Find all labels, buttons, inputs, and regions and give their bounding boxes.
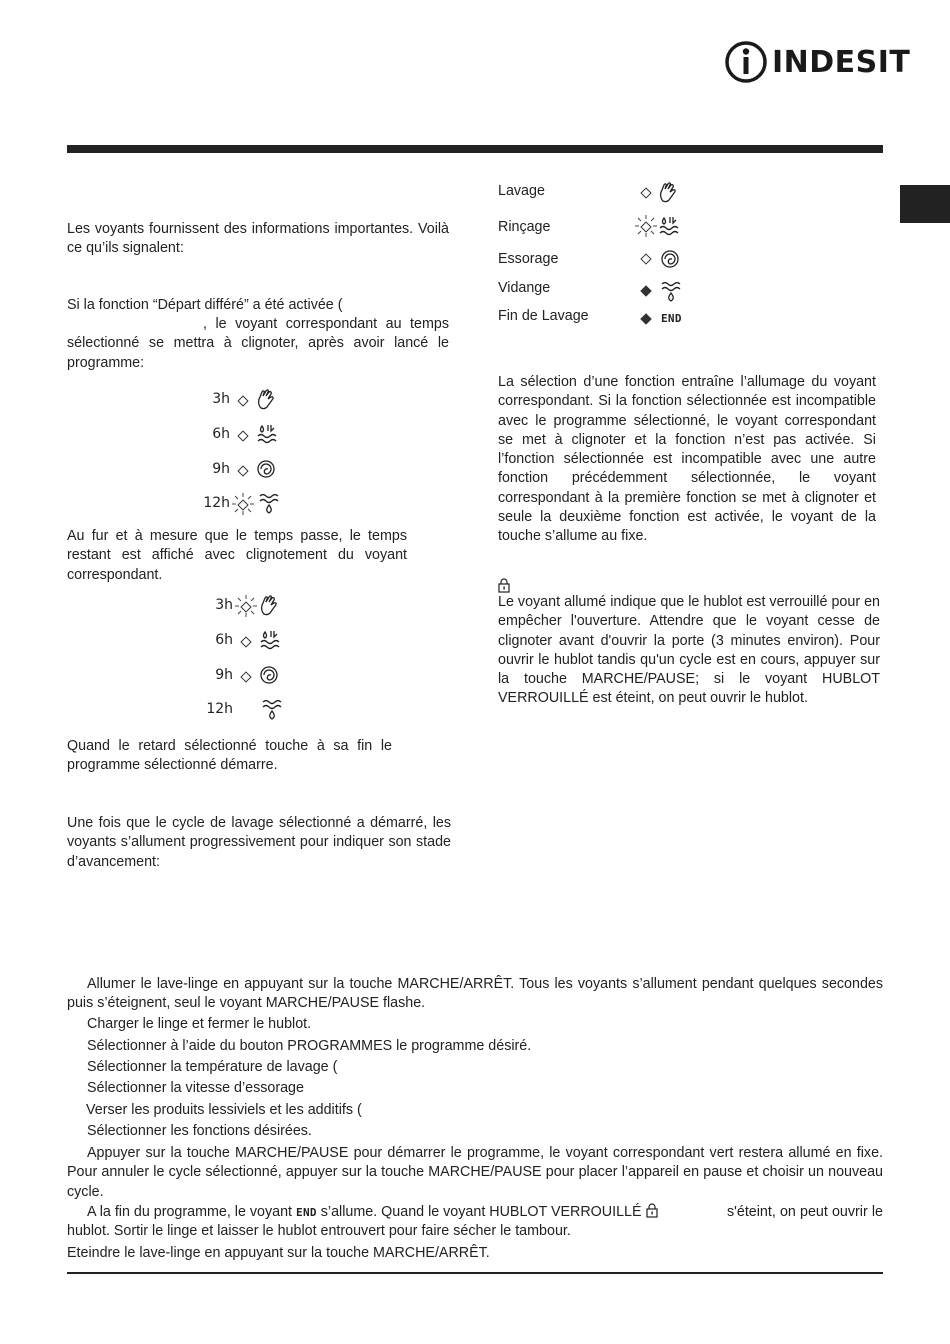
indicator-diamond-icon — [237, 465, 248, 476]
indicator-diamond-icon — [237, 395, 248, 406]
indicator-diamond-icon — [640, 313, 651, 324]
indicator-diamond-icon — [240, 636, 251, 647]
delay-time-label: 12h — [206, 701, 233, 717]
spin-icon — [259, 665, 279, 685]
indicator-diamond-icon — [240, 671, 251, 682]
step-9-text-a: A la fin du programme, le voyant — [87, 1204, 293, 1220]
top-rule — [67, 145, 883, 153]
step-3: Sélectionner à l’aide du bouton PROGRAMMES le programme désiré. — [87, 1038, 532, 1054]
wash-hand-icon — [259, 594, 279, 616]
rinse-icon — [256, 423, 278, 445]
lock-text: Le voyant allumé indique que le hublot est verrouillé pour en empêcher l'ouverture. Attendre que le voyant cesse de clignoter avant d'ouvrir la porte (3 minutes environ). Pour ouvrir le hublot tandis qu'un cycle est en cours, appuyer sur la touche MARCHE/PAUSE; si le voyant HUBLOT VERROUILLÉ est éteint, on peut ouvrir le hublot. — [498, 594, 880, 707]
wash-hand-icon — [658, 181, 678, 203]
step-1: Allumer le lave-linge en appuyant sur la touche MARCHE/ARRÊT. Tous les voyants s’allument pendant quelques secondes puis s’éteignent, seul le voyant MARCHE/PAUSE flashe. — [67, 976, 883, 1012]
delay-row-9h — [203, 664, 293, 690]
delay-text-line2: , le voyant correspondant au temps sélectionné se mettra à clignoter, après avoir lancé le programme: — [67, 316, 449, 371]
indesit-logo-icon — [724, 40, 768, 84]
function-text: La sélection d’une fonction entraîne l’allumage du voyant correspondant. Si la fonction sélectionnée est incompatible avec le programme sélectionné, le voyant correspondant se met à clignoter et la fonction n’est pas activée. Si l’fonction sélectionnée est incompatible avec une autre fonction précédemment sélectionnée, le voyant correspondant à la première fonction se met à clignoter et seule la deuxième fonction est activée, le voyant de la touche s’allume au fixe. — [498, 374, 876, 545]
delay-row-12h — [200, 492, 290, 518]
step-8: Appuyer sur la touche MARCHE/PAUSE pour démarrer le programme, le voyant correspondant vert restera allumé en fixe. Pour annuler le cycle sélectionné, appuyer sur la touche MARCHE/PAUSE pour placer l’appareil en pause et choisir un nouveau cycle. — [67, 1145, 883, 1200]
spin-icon — [256, 459, 276, 479]
brand-name: INDESIT — [772, 45, 911, 80]
delay-text-line1: Si la fonction “Départ différé” a été activée ( — [67, 297, 343, 313]
drain-icon — [660, 280, 682, 304]
delay-time-label: 9h — [212, 461, 230, 477]
delay-row-9h — [200, 458, 290, 484]
progress-text: Au fur et à mesure que le temps passe, le temps restant est affiché avec clignotement du voyant correspondant. — [67, 528, 407, 583]
delay-row-12h — [203, 698, 293, 724]
cycle-progress-text: Une fois que le cycle de lavage sélectionné a démarré, les voyants s’allument progressivement pour indiquer son stade d’avancement: — [67, 815, 451, 870]
indicator-diamond-icon — [237, 430, 248, 441]
rinse-icon — [658, 215, 680, 237]
delay-time-label: 9h — [215, 667, 233, 683]
lock-icon — [498, 578, 510, 593]
delay-time-label: 6h — [215, 632, 233, 648]
end-delay-text: Quand le retard sélectionné touche à sa fin le programme sélectionné démarre. — [67, 738, 392, 774]
phase-label-rincage: Rinçage — [498, 219, 551, 235]
language-tab — [900, 185, 950, 223]
intro-text: Les voyants fournissent des informations importantes. Voilà ce qu’ils signalent: — [67, 221, 449, 257]
step-6: Verser les produits lessiviels et les additifs ( — [86, 1102, 362, 1118]
end-label: END — [296, 1206, 317, 1219]
bottom-rule — [67, 1272, 883, 1274]
delay-row-6h — [203, 629, 293, 655]
delay-time-label: 12h — [203, 495, 230, 511]
indicator-diamond-icon — [640, 253, 651, 264]
step-10: Eteindre le lave-linge en appuyant sur la touche MARCHE/ARRÊT. — [67, 1245, 490, 1261]
spin-icon — [660, 249, 680, 269]
delay-time-label: 3h — [215, 597, 233, 613]
step-7: Sélectionner les fonctions désirées. — [87, 1123, 312, 1139]
phase-label-lavage: Lavage — [498, 183, 545, 199]
indicator-diamond-icon — [640, 285, 651, 296]
delay-time-label: 6h — [212, 426, 230, 442]
step-5: Sélectionner la vitesse d’essorage — [87, 1080, 304, 1096]
drain-icon — [261, 698, 283, 722]
delay-row-3h — [203, 594, 293, 620]
delay-time-label: 3h — [212, 391, 230, 407]
step-9-text-c: s'éteint, on peut ouvrir le hublot. Sortir le linge et laisser le hublot entrouvert pour faire sécher le tambour. — [67, 1204, 883, 1240]
drain-icon — [258, 492, 280, 516]
step-9-text-b: s’allume. Quand le voyant HUBLOT VERROUILLÉ — [320, 1204, 642, 1220]
rinse-icon — [259, 629, 281, 651]
step-2: Charger le linge et fermer le hublot. — [87, 1016, 312, 1032]
phase-label-vidange: Vidange — [498, 280, 551, 296]
step-4: Sélectionner la température de lavage ( — [87, 1059, 338, 1075]
phase-label-fin: Fin de Lavage — [498, 308, 589, 324]
wash-hand-icon — [256, 388, 276, 410]
phase-label-essorage: Essorage — [498, 251, 559, 267]
delay-row-3h — [200, 388, 290, 414]
indicator-diamond-icon — [640, 187, 651, 198]
delay-row-6h — [200, 423, 290, 449]
end-label: END — [661, 312, 682, 325]
